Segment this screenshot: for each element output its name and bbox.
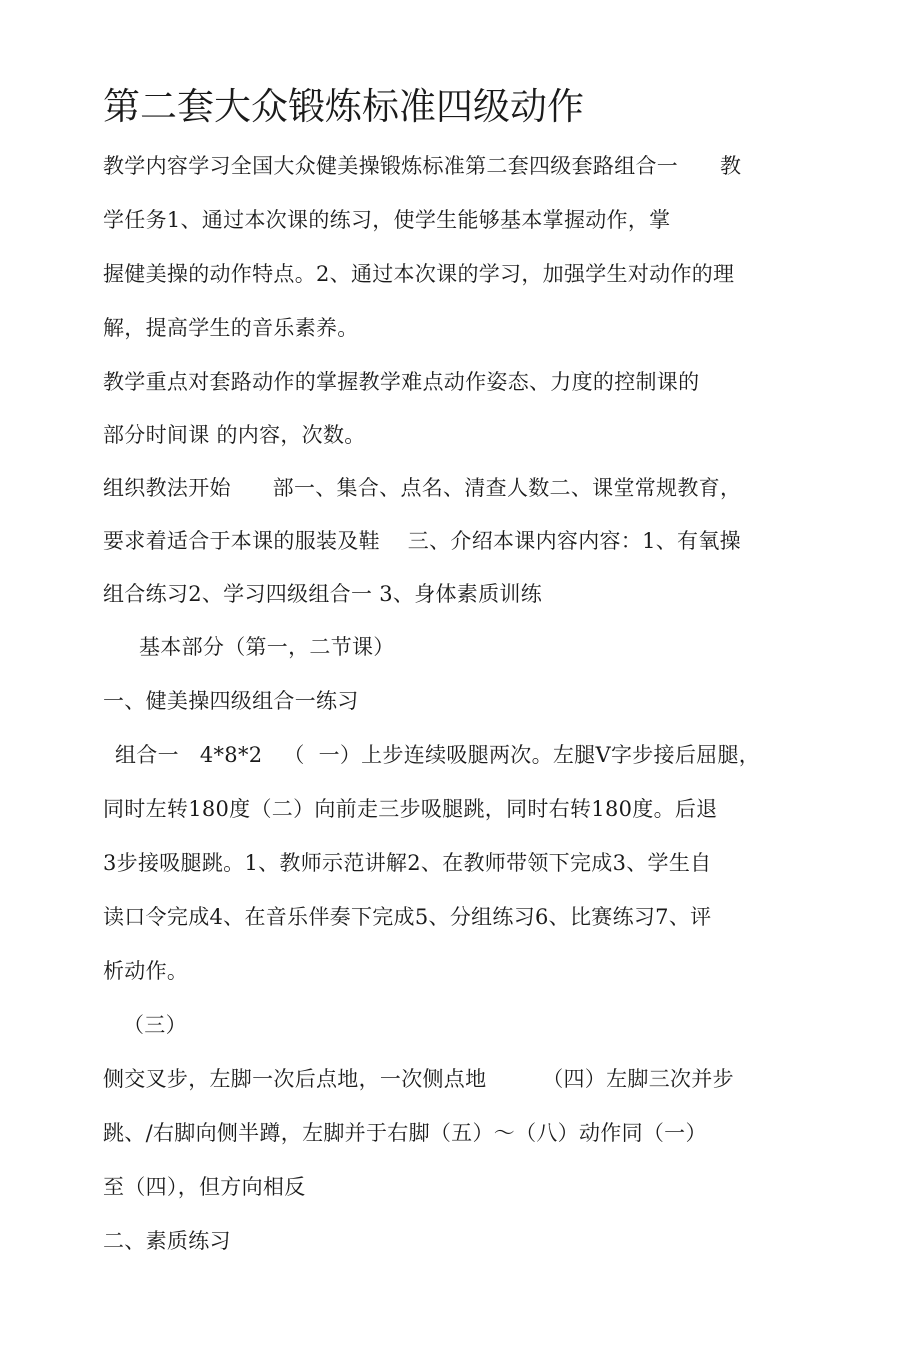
text-line: 教学重点对套路动作的掌握教学难点动作姿态、力度的控制课的 [103, 370, 700, 394]
text-line: 析动作。 [103, 959, 189, 983]
text-line: 3步接吸腿跳。1、教师示范讲解2、在教师带领下完成3、学生自 [103, 851, 712, 875]
text-line: 要求着适合于本课的服装及鞋 三、介绍本课内容内容：1、有氧操 [103, 529, 741, 553]
text-line: 跳、/右脚向侧半蹲，左脚并于右脚（五）〜（八）动作同（一） [103, 1121, 707, 1145]
section-heading: 一、健美操四级组合一练习 [103, 689, 359, 713]
text-line: 学任务1、通过本次课的练习，使学生能够基本掌握动作，掌 [103, 208, 671, 232]
text-line: 组织教法开始 部一、集合、点名、清查人数二、课堂常规教育， [103, 476, 742, 500]
text-line: 组合一 4*8*2 （ 一）上步连续吸腿两次。左腿V字步接后屈腿， [115, 743, 761, 767]
text-line: 握健美操的动作特点。2、通过本次课的学习，加强学生对动作的理 [103, 262, 735, 286]
text-line: 同时左转180度（二）向前走三步吸腿跳，同时右转180度。后退 [103, 797, 718, 821]
text-line: 至（四），但方向相反 [103, 1175, 306, 1199]
text-line: 组合练习2、学习四级组合一 3、身体素质训练 [103, 582, 542, 606]
text-line: 教学内容学习全国大众健美操锻炼标准第二套四级套路组合一 教 [103, 154, 742, 178]
section-heading: 二、素质练习 [103, 1229, 231, 1253]
text-line: 解，提高学生的音乐素养。 [103, 316, 359, 340]
text-line: （三） [123, 1013, 187, 1037]
text-line: 部分时间课 的内容，次数。 [103, 423, 366, 447]
section-heading: 基本部分（第一，二节课） [139, 635, 395, 659]
text-line: 侧交叉步，左脚一次后点地，一次侧点地 （四）左脚三次并步 [103, 1067, 734, 1091]
document-title: 第二套大众锻炼标准四级动作 [103, 85, 584, 128]
text-line: 读口令完成4、在音乐伴奏下完成5、分组练习6、比赛练习7、评 [103, 905, 712, 929]
